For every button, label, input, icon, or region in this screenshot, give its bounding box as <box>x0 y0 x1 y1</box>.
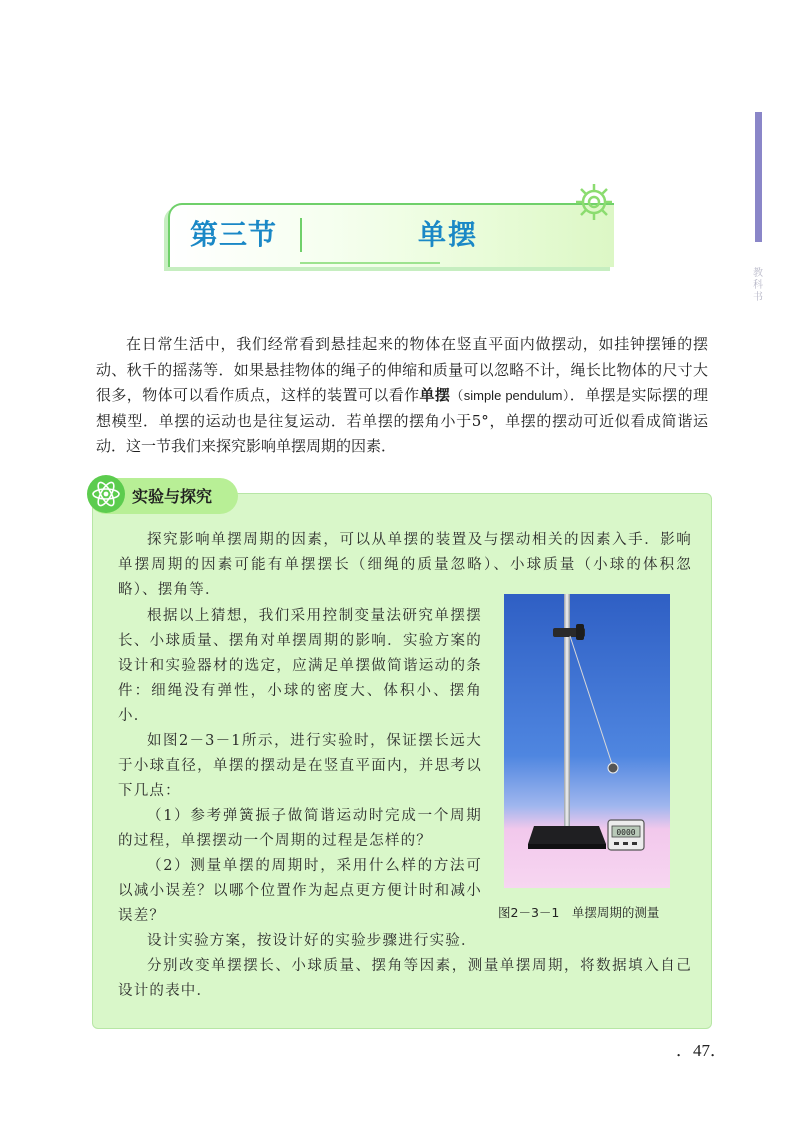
page-title: 单摆 <box>418 218 479 251</box>
explore-text-3: 如图2－3－1所示，进行实验时，保证摆长远大于小球直径，单摆的摆动是在竖直平面内，并思考以下几点： <box>118 733 482 799</box>
explore-paragraph-final <box>118 929 692 1004</box>
explore-text-2: 根据以上猜想，我们采用控制变量法研究单摆摆长、小球质量、摆角对单摆周期的影响．实验方案的设计和实验器材的选定，应满足单摆做简谐运动的条件：细绳没有弹性，小球的密度大、体积小、摆角小． <box>118 608 482 724</box>
chapter-thumb-tab <box>755 112 762 242</box>
atom-icon <box>86 474 126 514</box>
explore-text-1: 探究影响单摆周期的因素，可以从单摆的装置及与摆动相关的因素入手．影响单摆周期的因素可能有单摆摆长（细绳的质量忽略）、小球质量（小球的体积忽略）、摆角等． <box>118 532 692 598</box>
page-number: ．47． <box>676 1041 727 1060</box>
banner-divider <box>300 218 302 252</box>
pendulum-photo <box>504 594 670 888</box>
key-term: 单摆 <box>419 386 451 404</box>
timer-readout: 0000 <box>616 828 636 837</box>
figure-caption: 图2－3－1 单摆周期的测量 <box>498 905 660 920</box>
banner-underline <box>300 262 440 264</box>
pendulum-bob <box>608 763 618 773</box>
intro-paragraph <box>96 332 708 460</box>
thumb-tab-text: 教科书 <box>753 268 763 303</box>
intro-text-1: 在日常生活中，我们经常看到悬挂起来的物体在竖直平面内做摆动，如挂钟摆锤的摆动、秋千的摇荡等．如果悬挂物体的绳子的伸缩和质量可以忽略不计，绳长比物体的尺寸大很多，物体可以看作质点，这样的装置可以看作 <box>96 335 708 404</box>
stand-base <box>528 826 606 844</box>
gear-icon <box>572 180 616 224</box>
key-term-english: （simple pendulum） <box>450 388 570 403</box>
explore-paragraph-1 <box>118 528 692 603</box>
question-1: （1）参考弹簧振子做简谐运动时完成一个周期的过程，单摆摆动一个周期的过程是怎样的？ <box>118 808 482 849</box>
section-heading-banner <box>168 203 612 265</box>
explore-paragraph-group <box>118 604 482 929</box>
intro-text-2: ．单摆是实际摆的理想模型．单摆的运动也是往复运动．若单摆的摆角小于5°，单摆的摆动可近似看成简谐运动．这一节我们来探究影响单摆周期的因素． <box>96 386 708 455</box>
explore-text-5: 分别改变单摆摆长、小球质量、摆角等因素，测量单摆周期，将数据填入自己设计的表中． <box>118 958 692 999</box>
explore-heading: 实验与探究 <box>132 487 213 506</box>
section-number: 第三节 <box>190 218 278 251</box>
explore-text-4: 设计实验方案，按设计好的实验步骤进行实验． <box>147 933 477 949</box>
question-2: （2）测量单摆的周期时，采用什么样的方法可以减小误差？以哪个位置作为起点更方便计时和减小误差？ <box>118 858 482 924</box>
